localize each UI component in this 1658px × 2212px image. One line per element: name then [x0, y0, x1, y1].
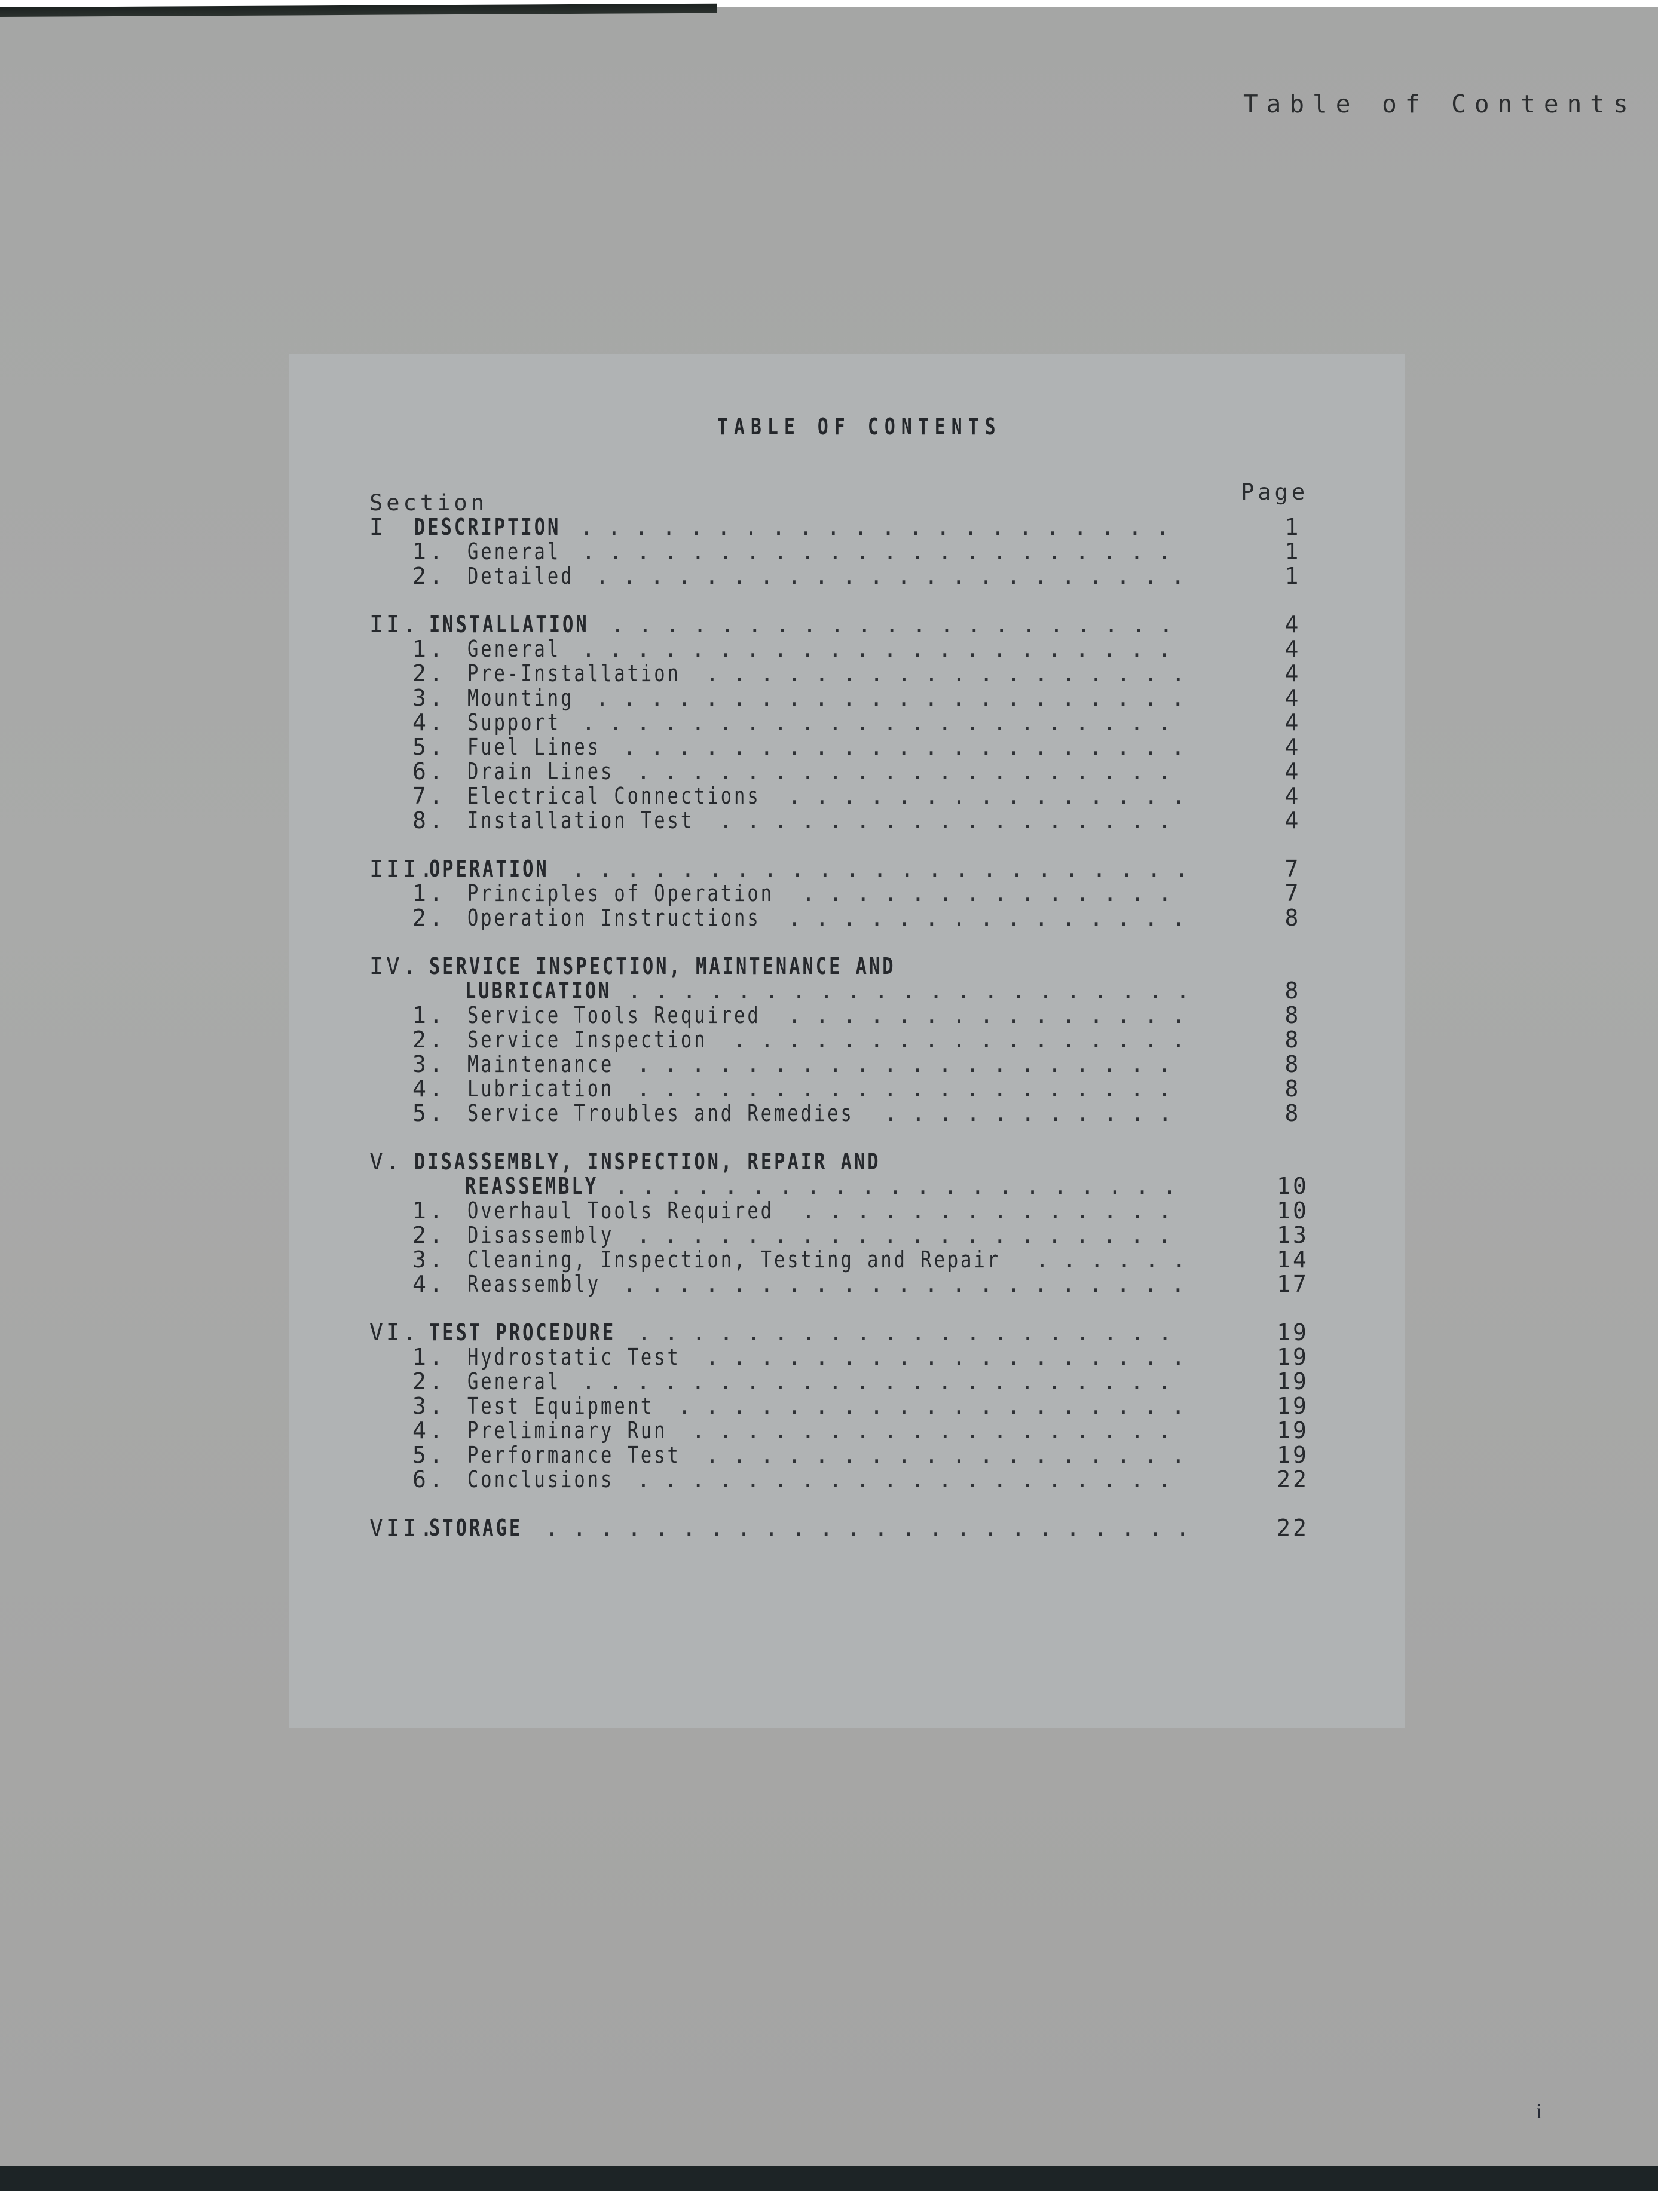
item-page-number: 4	[1284, 807, 1301, 834]
item-number: 4.	[412, 709, 446, 736]
section-spacer	[369, 589, 1326, 612]
item-title: Preliminary Run	[467, 1417, 668, 1444]
item-page-number: 8	[1284, 1076, 1301, 1102]
item-title: Disassembly	[467, 1222, 614, 1248]
toc-item-row[interactable]	[369, 1223, 1326, 1248]
dot-leader: .................	[733, 1027, 1199, 1053]
dot-leader: .....................	[614, 1173, 1191, 1199]
toc-section-row-continued[interactable]	[369, 1174, 1326, 1199]
item-number: 4.	[412, 1076, 446, 1102]
item-title: General	[467, 636, 561, 662]
item-title: Drain Lines	[467, 758, 614, 785]
toc-item-row[interactable]	[369, 1028, 1326, 1052]
toc-section-row[interactable]	[369, 1321, 1326, 1345]
toc-item-row[interactable]	[369, 564, 1326, 589]
dot-leader: ......................	[582, 1368, 1185, 1395]
dot-leader: ....................	[637, 758, 1185, 785]
item-title: Cleaning, Inspection, Testing and Repair	[467, 1246, 1001, 1273]
item-page-number: 7	[1284, 880, 1301, 906]
item-number: 6.	[412, 1466, 446, 1493]
item-number: 4.	[412, 1271, 446, 1297]
item-number: 2.	[412, 660, 446, 687]
toc-item-row[interactable]	[369, 661, 1326, 686]
item-title: Detailed	[467, 563, 574, 589]
item-number: 3.	[412, 685, 446, 711]
toc-item-row[interactable]	[369, 1419, 1326, 1443]
toc-item-row[interactable]	[369, 1003, 1326, 1028]
item-number: 3.	[412, 1393, 446, 1419]
item-title: Operation Instructions	[467, 905, 761, 931]
item-page-number: 4	[1284, 734, 1301, 760]
toc-section-row[interactable]	[369, 515, 1326, 540]
item-page-number: 4	[1284, 709, 1301, 736]
item-title: Support	[467, 709, 561, 736]
dot-leader: .....................	[611, 611, 1187, 638]
section-title: SERVICE INSPECTION, MAINTENANCE AND	[429, 953, 896, 979]
item-page-number: 8	[1284, 1002, 1301, 1028]
section-number: V.	[369, 1148, 403, 1175]
toc-item-row[interactable]	[369, 1199, 1326, 1223]
item-number: 3.	[412, 1051, 446, 1077]
section-page-number: 10	[1277, 1173, 1309, 1199]
toc-item-row[interactable]	[369, 1345, 1326, 1370]
section-number: VII.	[369, 1515, 436, 1541]
item-number: 1.	[412, 1197, 446, 1224]
dot-leader: ..................	[705, 1442, 1199, 1468]
section-number: IV.	[369, 953, 420, 979]
dot-leader: ..................	[692, 1417, 1185, 1444]
dot-leader: ...................	[678, 1393, 1199, 1419]
item-number: 1.	[412, 636, 446, 662]
item-page-number: 19	[1277, 1344, 1309, 1370]
toc-section-row[interactable]	[369, 1516, 1326, 1540]
item-title: Overhaul Tools Required	[467, 1197, 774, 1224]
item-number: 1.	[412, 1344, 446, 1370]
section-title: DISASSEMBLY, INSPECTION, REPAIR AND	[414, 1148, 881, 1175]
item-title: Mounting	[467, 685, 574, 711]
item-page-number: 22	[1277, 1466, 1309, 1493]
item-number: 8.	[412, 807, 446, 834]
item-page-number: 19	[1277, 1417, 1309, 1444]
toc-item-row[interactable]	[369, 540, 1326, 564]
dot-leader: ..................	[705, 1344, 1199, 1370]
dot-leader: ......................	[582, 538, 1185, 565]
page-column-header: Page	[1241, 479, 1309, 505]
toc-item-row[interactable]	[369, 759, 1326, 784]
item-title: Lubrication	[467, 1076, 614, 1102]
dot-leader: ......................	[595, 685, 1199, 711]
section-page-number: 22	[1277, 1515, 1309, 1541]
item-number: 5.	[412, 734, 446, 760]
item-title: General	[467, 1368, 561, 1395]
toc-item-row[interactable]	[369, 1394, 1326, 1419]
section-number: II.	[369, 611, 420, 638]
item-page-number: 8	[1284, 1051, 1301, 1077]
section-number: III.	[369, 856, 436, 882]
item-page-number: 1	[1284, 563, 1301, 589]
section-column-header: Section	[369, 490, 488, 516]
item-number: 2.	[412, 563, 446, 589]
item-number: 2.	[412, 905, 446, 931]
section-spacer	[369, 1492, 1326, 1516]
item-page-number: 1	[1284, 538, 1301, 565]
section-title: TEST PROCEDURE	[429, 1319, 616, 1346]
dot-leader: ...........	[884, 1100, 1186, 1126]
toc-item-row[interactable]	[369, 1370, 1326, 1394]
section-title-continued: REASSEMBLY	[465, 1173, 599, 1199]
dot-leader: .......................	[571, 856, 1203, 882]
item-number: 7.	[412, 783, 446, 809]
item-page-number: 19	[1277, 1393, 1309, 1419]
item-title: General	[467, 538, 561, 565]
dot-leader: ......................	[582, 636, 1185, 662]
section-title: OPERATION	[429, 856, 549, 882]
section-title: DESCRIPTION	[414, 514, 561, 540]
toc-item-row[interactable]	[369, 735, 1326, 759]
item-page-number: 17	[1277, 1271, 1309, 1297]
toc-item-row[interactable]	[369, 1467, 1326, 1492]
dot-leader: .................	[719, 807, 1185, 834]
dot-leader: ........................	[545, 1515, 1204, 1541]
toc-item-row[interactable]	[369, 1272, 1326, 1297]
dot-leader: ......................	[595, 563, 1199, 589]
item-number: 5.	[412, 1442, 446, 1468]
item-title: Pre-Installation	[467, 660, 681, 687]
toc-item-row[interactable]	[369, 1052, 1326, 1077]
running-header: Table of Contents	[1243, 90, 1636, 118]
document-page	[0, 7, 1658, 2191]
item-page-number: 4	[1284, 636, 1301, 662]
item-title: Hydrostatic Test	[467, 1344, 681, 1370]
toc-section-row[interactable]	[369, 612, 1326, 637]
dot-leader: .....................	[628, 978, 1204, 1004]
toc-item-row[interactable]	[369, 1443, 1326, 1467]
item-title: Conclusions	[467, 1466, 614, 1493]
item-title: Principles of Operation	[467, 880, 774, 906]
scan-top-edge	[0, 4, 717, 17]
section-page-number: 1	[1284, 514, 1301, 540]
item-title: Service Troubles and Remedies	[467, 1100, 854, 1126]
toc-item-row[interactable]	[369, 1101, 1326, 1126]
item-number: 1.	[412, 880, 446, 906]
item-number: 6.	[412, 758, 446, 785]
dot-leader: ......................	[582, 709, 1185, 736]
toc-item-row[interactable]	[369, 1248, 1326, 1272]
dot-leader: ..............	[802, 1197, 1186, 1224]
item-number: 3.	[412, 1246, 446, 1273]
dot-leader: ......	[1035, 1246, 1200, 1273]
item-page-number: 13	[1277, 1222, 1309, 1248]
item-title: Maintenance	[467, 1051, 614, 1077]
section-page-number: 7	[1284, 856, 1301, 882]
dot-leader: ....................	[637, 1466, 1185, 1493]
item-number: 2.	[412, 1368, 446, 1395]
item-title: Electrical Connections	[467, 783, 761, 809]
dot-leader: ..............	[802, 880, 1186, 906]
section-spacer	[369, 833, 1326, 857]
section-spacer	[369, 1126, 1326, 1150]
toc-list	[369, 515, 1326, 1540]
item-page-number: 8	[1284, 1027, 1301, 1053]
dot-leader: ...............	[788, 905, 1200, 931]
dot-leader: ...............	[788, 1002, 1200, 1028]
item-title: Service Tools Required	[467, 1002, 761, 1028]
item-title: Fuel Lines	[467, 734, 601, 760]
scan-bottom-edge	[0, 2166, 1658, 2191]
item-page-number: 19	[1277, 1368, 1309, 1395]
section-page-number: 8	[1284, 978, 1301, 1004]
item-number: 4.	[412, 1417, 446, 1444]
section-page-number: 19	[1277, 1319, 1309, 1346]
item-page-number: 4	[1284, 685, 1301, 711]
dot-leader: ....................	[637, 1051, 1185, 1077]
toc-section-row[interactable]	[369, 1150, 1326, 1174]
dot-leader: ....................	[637, 1319, 1186, 1346]
section-page-number: 4	[1284, 611, 1301, 638]
section-number: VI.	[369, 1319, 420, 1346]
dot-leader: ..................	[705, 660, 1199, 687]
toc-item-row[interactable]	[369, 784, 1326, 808]
item-page-number: 4	[1284, 660, 1301, 687]
toc-section-row[interactable]	[369, 857, 1326, 881]
item-title: Installation Test	[467, 807, 695, 834]
item-page-number: 19	[1277, 1442, 1309, 1468]
toc-item-row[interactable]	[369, 906, 1326, 930]
item-page-number: 8	[1284, 905, 1301, 931]
section-spacer	[369, 930, 1326, 954]
toc-section-row[interactable]	[369, 954, 1326, 979]
item-page-number: 10	[1277, 1197, 1309, 1224]
item-number: 1.	[412, 1002, 446, 1028]
toc-item-row[interactable]	[369, 710, 1326, 735]
dot-leader: ....................	[637, 1076, 1185, 1102]
item-title: Performance Test	[467, 1442, 681, 1468]
item-number: 1.	[412, 538, 446, 565]
section-title: STORAGE	[429, 1515, 523, 1541]
toc-title: TABLE OF CONTENTS	[717, 413, 1002, 440]
item-page-number: 4	[1284, 758, 1301, 785]
section-spacer	[369, 1297, 1326, 1321]
item-page-number: 8	[1284, 1100, 1301, 1126]
toc-section-row-continued[interactable]	[369, 979, 1326, 1003]
section-number: I	[369, 514, 386, 540]
toc-item-row[interactable]	[369, 1077, 1326, 1101]
dot-leader: .....................	[623, 734, 1199, 760]
page-number: i	[1536, 2099, 1543, 2123]
dot-leader: ....................	[637, 1222, 1185, 1248]
item-title: Service Inspection	[467, 1027, 708, 1053]
dot-leader: .....................	[623, 1271, 1199, 1297]
item-number: 5.	[412, 1100, 446, 1126]
section-title: INSTALLATION	[429, 611, 589, 638]
toc-item-row[interactable]	[369, 808, 1326, 833]
item-number: 2.	[412, 1222, 446, 1248]
item-number: 2.	[412, 1027, 446, 1053]
toc-item-row[interactable]	[369, 686, 1326, 710]
item-title: Reassembly	[467, 1271, 601, 1297]
toc-item-row[interactable]	[369, 881, 1326, 906]
item-page-number: 4	[1284, 783, 1301, 809]
toc-item-row[interactable]	[369, 637, 1326, 661]
section-title-continued: LUBRICATION	[465, 978, 612, 1004]
dot-leader: ...............	[788, 783, 1200, 809]
dot-leader: ......................	[580, 514, 1183, 540]
item-title: Test Equipment	[467, 1393, 654, 1419]
item-page-number: 14	[1277, 1246, 1309, 1273]
